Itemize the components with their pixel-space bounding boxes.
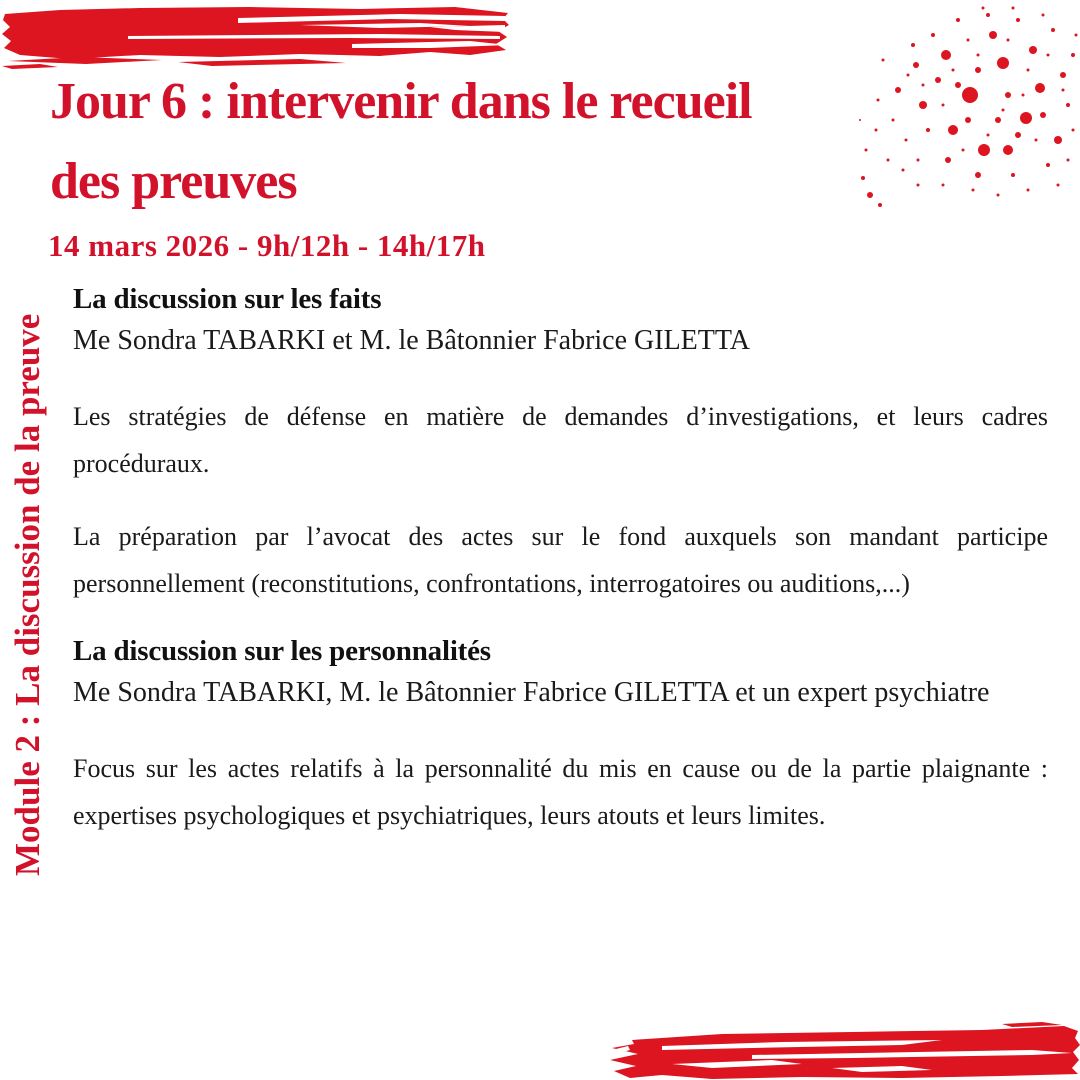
session-block-personnalites: [73, 633, 1048, 839]
module-label-vertical: Module 2 : La discussion de la preuve: [8, 313, 47, 876]
session-block-faits: [73, 281, 1048, 607]
program-content: [73, 281, 1048, 865]
session-heading: La discussion sur les faits: [73, 283, 382, 315]
page-title-line-1: Jour 6 : intervenir dans le recueil: [50, 73, 752, 130]
session-speakers: Me Sondra TABARKI et M. le Bâtonnier Fabrice GILETTA: [73, 325, 750, 356]
page-title-line-2: des preuves: [50, 153, 297, 210]
session-speakers: Me Sondra TABARKI, M. le Bâtonnier Fabrice GILETTA et un expert psychiatre: [73, 677, 990, 708]
session-heading: La discussion sur les personnalités: [73, 635, 491, 667]
session-date: 14 mars 2026 - 9h/12h - 14h/17h: [48, 228, 486, 263]
session-paragraph: La préparation par l’avocat des actes sur le fond auxquels son mandant participe personnellement (reconstitutions, confrontations, interrogatoires ou auditions,...): [73, 522, 1048, 598]
brush-stroke-top: [0, 3, 512, 69]
session-paragraph: Les stratégies de défense en matière de demandes d’investigations, et leurs cadres procéduraux.: [73, 402, 1048, 478]
brush-stroke-bottom: [602, 1022, 1080, 1080]
page-title: [50, 62, 1010, 222]
session-paragraph: Focus sur les actes relatifs à la personnalité du mis en cause ou de la partie plaignante : expertises psychologiques et psychiatriques, leurs atouts et leurs limites.: [73, 754, 1048, 830]
